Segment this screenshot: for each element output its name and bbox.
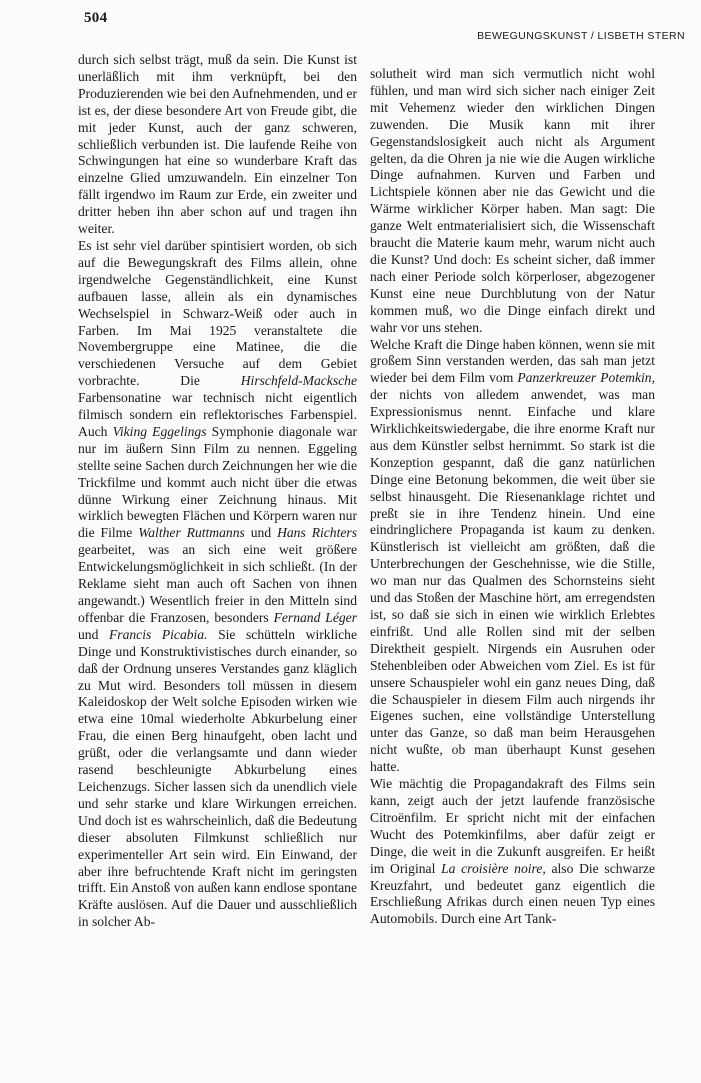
right-column	[370, 66, 655, 928]
italic-name-leger: Fernand Léger	[273, 609, 357, 625]
italic-name-picabia: Francis Picabia.	[108, 626, 208, 642]
left-column	[78, 52, 357, 931]
text-run: der nichts von alledem anwendet, was man Expressionismus nennt. Einfache und klare Wirklichkeitswiedergabe, die ihre enorme Kraft nur aus dem Künstler selbst hernimmt. So stark ist die Konzeption gespannt, daß die ganz natürlichen Dinge eine Betonung bekommen, die weit über sie selbst hinausgeht. Die Riesenanklage richtet und preßt sie in ihre Tendenz hinein. Und eine eindringlichere Propaganda ist kaum zu denken. Künstlerisch ist vielleicht am größten, daß die Unterbrechungen der Geschehnisse, wie die Stille, wo man nur das Qualmen des Schornsteins sieht und das Stoßen der Maschine hört, am erregendsten ist, so daß sie sich in einen wie wirklich Erlebtes einfrißt. Und alle Rollen sind mit der selben Direktheit gespielt. Nirgends ein Ausruhen oder Stehenbleiben oder Abweichen vom Ziel. Es ist für unsere Schauspieler wohl ein ganz neues Ding, daß die Schauspieler in diesem Film auch nirgends ihr Eigenes suchen, eine vollständige Unterstellung unter das Ganze, so daß man beim Herausgehen nicht wußte, ob man überhaupt Kunst gesehen hatte.	[370, 387, 655, 775]
text-run: gearbeitet, was an sich eine weit größere Entwickelungsmöglichkeit in sich schließt. (In der Reklame sieht man auch oft Sachen von ihnen angewandt.) Wesentlich freier in den Mitteln sind offenbar die Franzosen, besonders	[78, 542, 357, 625]
text-run: Sie schütteln wirkliche Dinge und Konstruktivistisches durch einander, so daß der Ordnung unseres Verstandes ganz kläglich zu Mut wird. Besonders toll müssen in diesem Kaleidoskop der Welt solche Episoden wirken wie etwa eine 10mal wiederholte Abkurbelung einer Frau, die einen Berg hinaufgeht, oben lacht und grüßt, oder die verlangsamte und dann wieder rasend beschleunigte Abkurbelung eines Leichenzugs. Sicher lassen sich da unendlich viele und sehr starke und klare Wirkungen erreichen. Und doch ist es wahrscheinlich, daß die Bedeutung dieser absoluten Filmkunst schließlich nur experimenteller Art sein wird. Ein Einwand, der aber ihre befruchtende Kraft nicht im geringsten trifft. Ein Anstoß von außen kann endlose spontane Kräfte auslösen. Auf die Dauer und ausschließlich in solcher Ab-	[78, 626, 358, 930]
left-paragraph-2	[78, 238, 357, 931]
italic-title-croisiere-noire: La croisière noire,	[441, 860, 546, 876]
italic-name-richter: Hans Richters	[277, 525, 357, 541]
text-run: und	[244, 525, 278, 541]
right-paragraph-1: solutheit wird man sich vermutlich nicht wohl fühlen, und man wird sich sicher nach einiger Zeit mit Vehemenz wieder den wirklichen Dingen zuwenden. Die Musik kann mit ihrer Gegenstandslosigkeit auch nicht als Argument gelten, da die Ohren ja nie wie die Augen wirkliche Dinge aufnahmen. Kurven und Farben und Lichtspiele können aber nie das Gewicht und die Wärme wirklicher Körper haben. Man sagt: Die ganze Welt entmaterialisiert sich, die Wissenschaft braucht die Materie kaum mehr, warum nicht auch die Kunst? Und doch: Es scheint sicher, daß immer nach einer Periode solch körperloser, abgezogener Kunst eine neue Durchblutung von der Natur kommen muß, wo die Dinge einfach direkt und wahr vor uns stehen.	[370, 66, 655, 335]
left-paragraph-1: durch sich selbst trägt, muß da sein. Die Kunst ist unerläßlich mit ihm verknüpft, bei den Produzierenden wie bei den Aufnehmenden, und er ist es, der diese besondere Art von Freude gibt, die mit jeder Kunst, auch der ganz schweren, schließlich verbunden ist. Die laufende Reihe von Schwingungen hat eine so wunderbare Kraft das einzelne Glied umzuwandeln. Ein einzelner Ton fällt irgendwo im Raum zur Erde, ein zweiter und dritter heben ihn aber schon auf und tragen ihn weiter.	[78, 52, 357, 237]
text-run: Farbensonatine war technisch nicht eigentlich filmisch sondern ein reflektorisches Farbenspiel. Auch	[78, 390, 357, 439]
italic-name-ruttmann: Walther Ruttmanns	[138, 525, 245, 541]
text-run: also Die schwarze Kreuzfahrt, und bedeutet ganz eigentlich die Erschließung Afrikas durch einen neuen Typ eines Automobils. Durch eine Art Tank-	[370, 860, 655, 927]
text-run: und	[78, 626, 109, 642]
text-run: Es ist sehr viel darüber spintisiert worden, ob sich auf die Bewegungskraft des Films allein, ohne irgendwelche Gegenständlichkeit, eine Kunst aufbauen lasse, allein als ein dynamisches Wechselspiel in Schwarz-Weiß oder auch in Farben. Im Mai 1925 veranstaltete die Novembergruppe eine Matinee, die die verschiedenen Versuche auf dem Gebiet vorbrachte. Die	[78, 237, 357, 389]
right-paragraph-2	[370, 337, 655, 777]
text-run: Welche Kraft die Dinge haben können, wenn sie mit großem Sinn verstanden werden, das sah man jetzt wieder bei dem Film vom	[370, 336, 655, 386]
italic-name-eggeling: Viking Eggelings	[112, 423, 207, 439]
page-number: 504	[84, 10, 108, 26]
right-paragraph-3	[370, 776, 655, 928]
italic-name-hirschfeld-mack: Hirschfeld-Macksche	[240, 373, 357, 389]
running-head: BEWEGUNGSKUNST / LISBETH STERN	[477, 30, 685, 42]
text-run: Wie mächtig die Propagandakraft des Films sein kann, zeigt auch der jetzt laufende französische Citroënfilm. Er spricht nicht mit der einfachen Wucht des Potemkinfilms, aber dafür zeigt er Dinge, die weit in die Zukunft ausgreifen. Er heißt im Original	[370, 776, 655, 876]
italic-title-potemkin: Panzerkreuzer Potemkin,	[517, 370, 655, 386]
text-run: Symphonie diagonale war nur im äußern Sinn Film zu nennen. Eggeling stellte seine Sachen durch Zeichnungen her wie die Trickfilme und kommt auch nicht über die etwas dünne Wirkung einer Zeichnung hinaus. Mit wirklich bewegten Flächen und Körpern waren nur die Filme	[78, 423, 358, 541]
